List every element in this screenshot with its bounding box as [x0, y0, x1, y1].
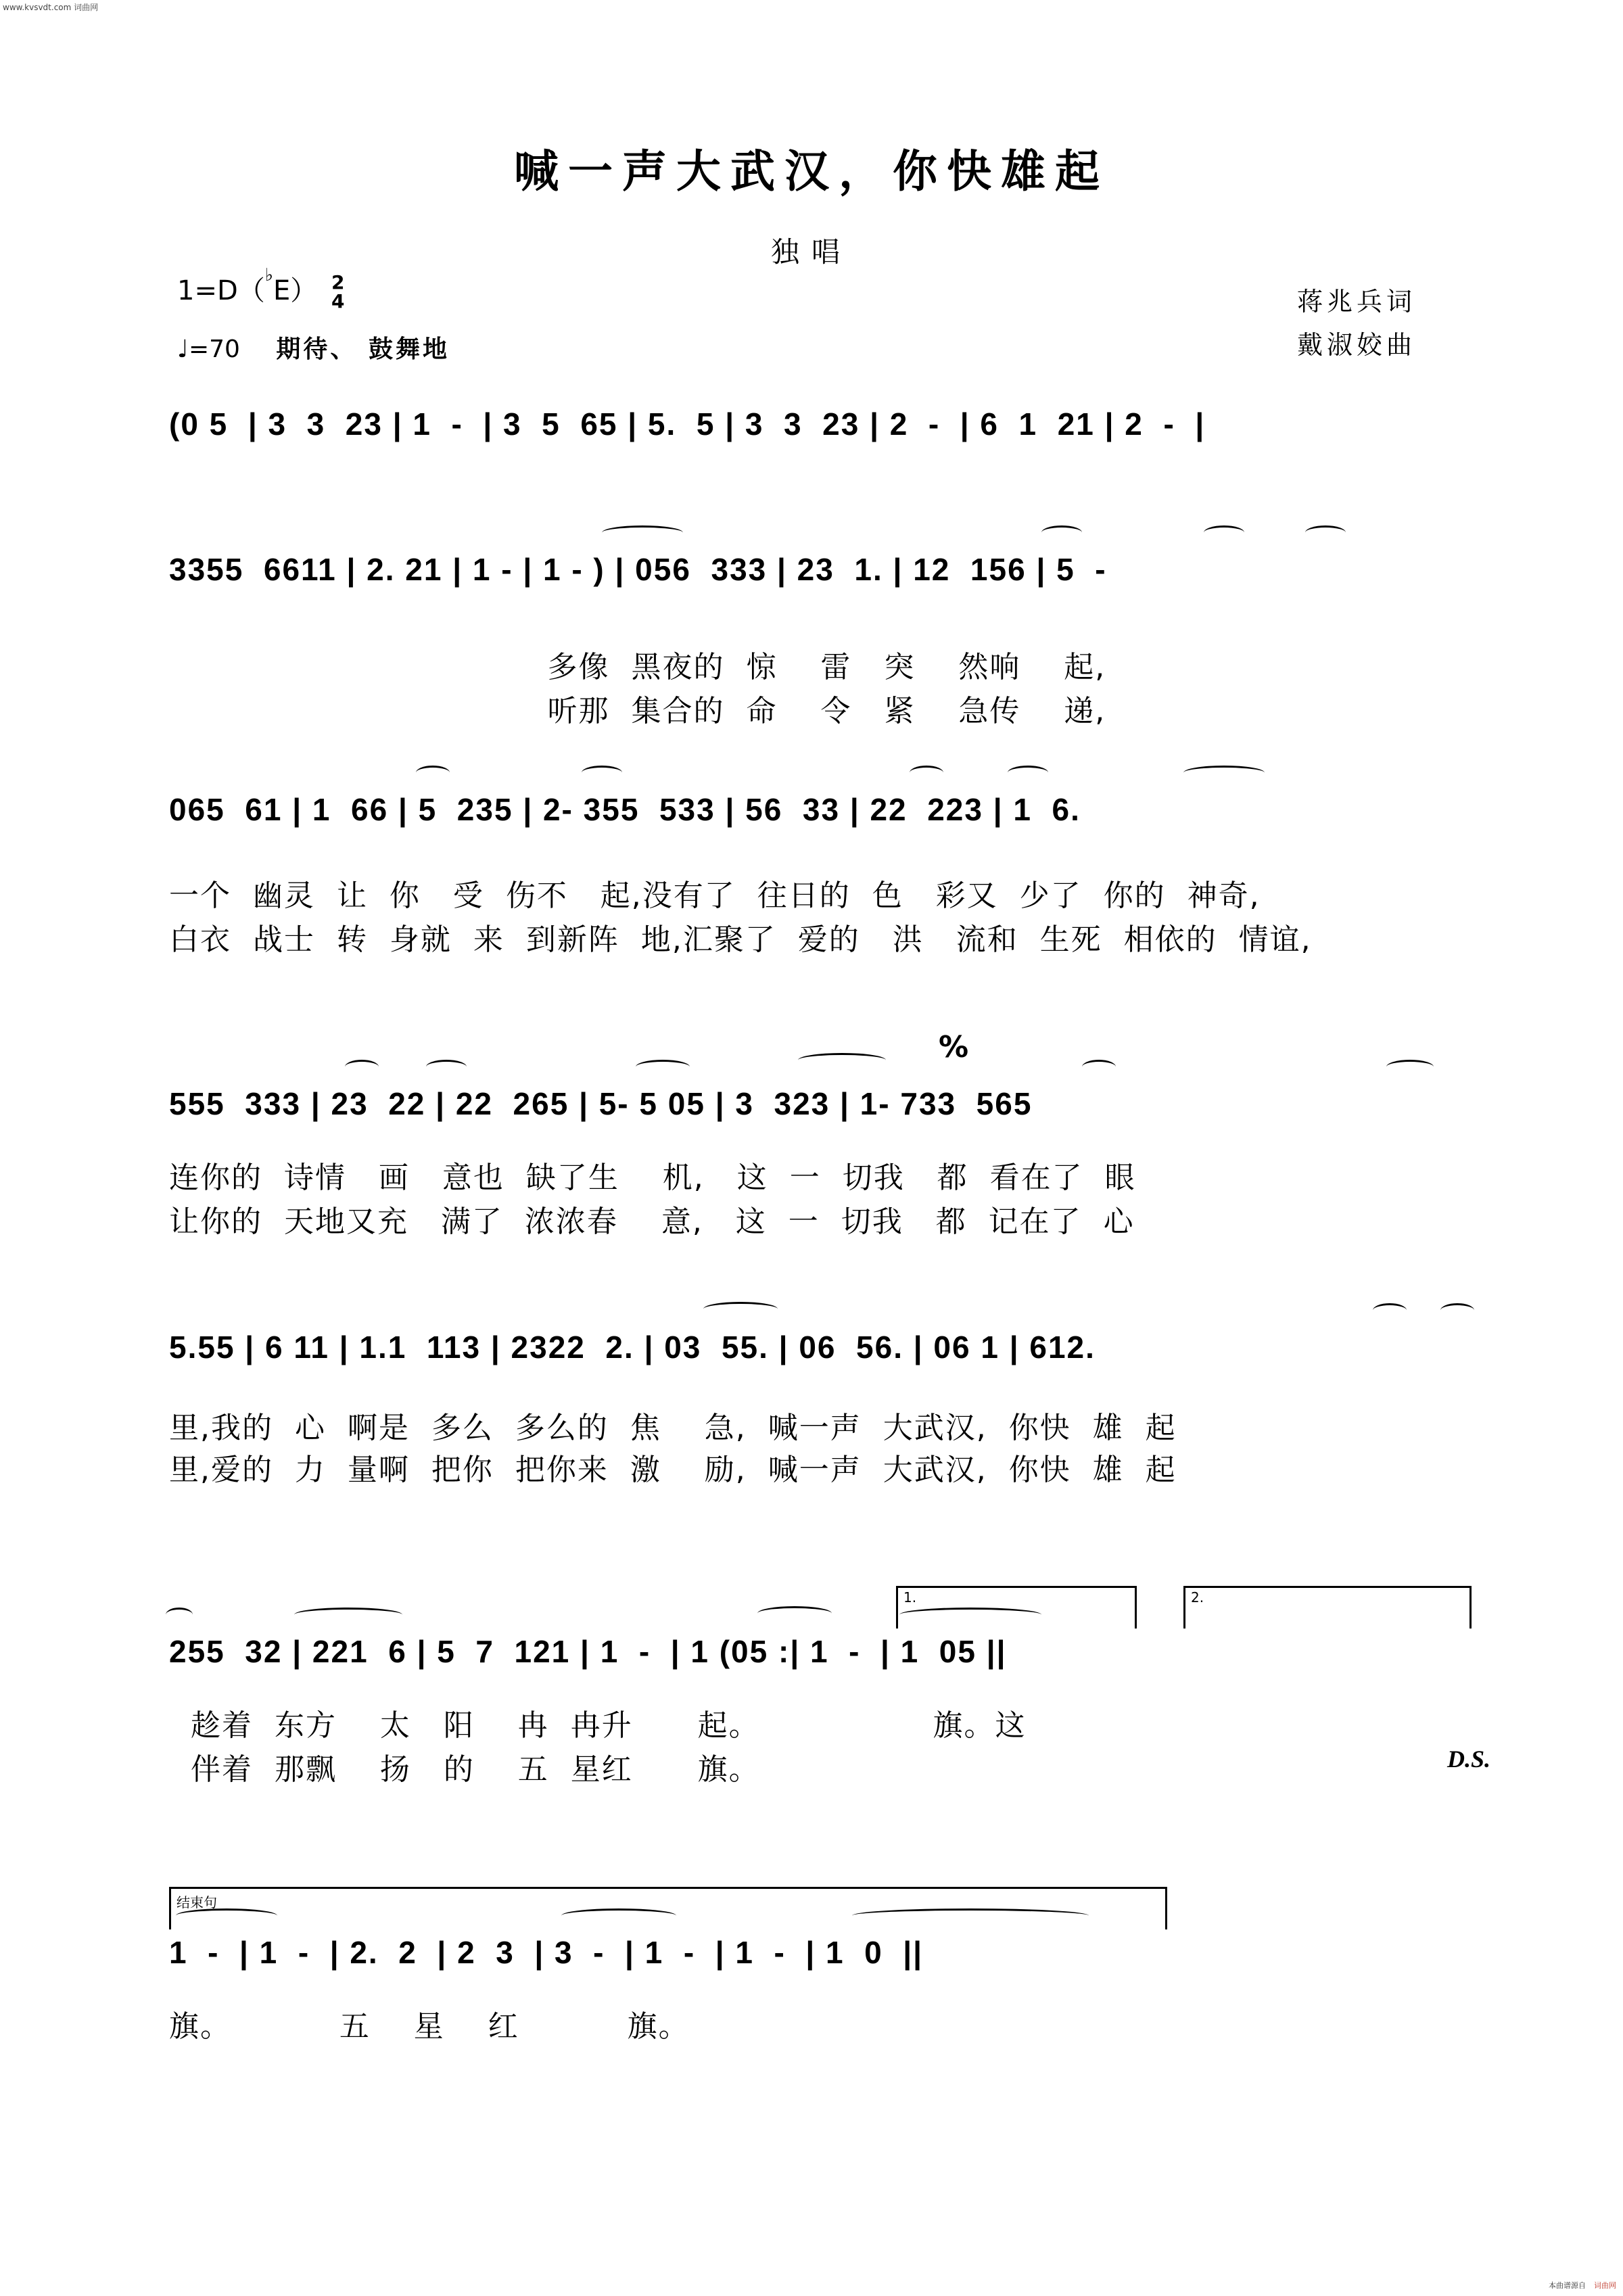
- lyric-verse-1: 里,我的 心 啊是 多么 多么的 焦 急, 喊一声 大武汉, 你快 雄 起: [169, 1411, 1177, 1445]
- tie: [561, 1908, 676, 1923]
- slur: [1305, 525, 1346, 540]
- lyric-verse-2: 白衣 战士 转 身就 来 到新阵 地,汇聚了 爱的 洪 流和 生死 相依的 情谊,: [169, 922, 1312, 957]
- notation-line: 5.55 | 6 11 | 1.1 113 | 2322 2. | 03 55. | 06 56. | 06 1 | 612.: [169, 1330, 1096, 1365]
- lyric-line: 旗。 五 星 红 旗。: [169, 2009, 690, 2044]
- first-ending: [896, 1586, 1137, 1629]
- song-title: 喊一声大武汉，你快雄起: [514, 145, 1109, 197]
- lyric-verse-2: 里,爱的 力 量啊 把你 把你来 激 励, 喊一声 大武汉, 你快 雄 起: [169, 1453, 1177, 1487]
- slur: [798, 1053, 886, 1067]
- triplet-bracket: [757, 1606, 832, 1620]
- footer-label: 本曲谱源自: [1549, 2281, 1586, 2290]
- triplet-bracket: [703, 1302, 778, 1316]
- time-signature: [331, 273, 344, 311]
- slur: [1373, 1303, 1407, 1317]
- performance-type: 独唱: [770, 235, 852, 268]
- footer-watermark: [1549, 2280, 1616, 2291]
- tempo-marking: [177, 330, 450, 365]
- mood-marking: 期待、 鼓舞地: [276, 335, 450, 363]
- key-signature: [177, 265, 345, 312]
- tempo-value: ♩=70: [177, 335, 240, 363]
- time-bottom: 4: [331, 290, 345, 312]
- slur: [602, 525, 683, 540]
- key-main: 1=D（: [177, 275, 265, 306]
- ending-phrase-box: [169, 1887, 1167, 1929]
- slur: [416, 766, 450, 780]
- lyricist: 蒋兆兵词: [1297, 287, 1417, 317]
- tie: [176, 1908, 277, 1923]
- lyric-verse-1: 连你的 诗情 画 意也 缺了生 机, 这 一 切我 都 看在了 眼: [169, 1161, 1136, 1195]
- lyric-verse-2: 让你的 天地又充 满了 浓浓春 意, 这 一 切我 都 记在了 心: [169, 1204, 1135, 1239]
- lyric-verse-1: 一个 幽灵 让 你 受 伤不 起,没有了 往日的 色 彩又 少了 你的 神奇,: [169, 878, 1261, 913]
- slur: [1386, 1060, 1434, 1074]
- notation-line: 3355 6611 | 2. 21 | 1 - | 1 - ) | 056 333 | 23 1. | 12 156 | 5 -: [169, 552, 1107, 587]
- slur: [910, 766, 943, 780]
- slur: [1082, 1060, 1116, 1074]
- segno-sign: %: [939, 1030, 969, 1064]
- notation-line: 065 61 | 1 66 | 5 235 | 2- 355 533 | 56 33 | 22 223 | 1 6.: [169, 792, 1081, 827]
- slur: [294, 1608, 402, 1622]
- lyric-verse-1: 多像 黑夜的 惊 雷 突 然响 起,: [169, 650, 1106, 684]
- slur: [1008, 766, 1048, 780]
- notation-line: 1 - | 1 - | 2. 2 | 2 3 | 3 - | 1 - | 1 - | 1 0 ||: [169, 1935, 924, 1970]
- notation-line: 555 333 | 23 22 | 22 265 | 5- 5 05 | 3 323 | 1- 733 565: [169, 1086, 1033, 1121]
- slur: [345, 1060, 379, 1074]
- volta-2-label: 2.: [1191, 1589, 1204, 1606]
- second-ending: [1183, 1586, 1472, 1629]
- flat-symbol: ♭: [264, 265, 274, 285]
- slur: [426, 1060, 467, 1074]
- time-top: 2: [331, 271, 345, 294]
- volta-1-label: 1.: [903, 1589, 917, 1606]
- slur: [636, 1060, 690, 1074]
- credits: [1297, 280, 1416, 367]
- slur: [1204, 525, 1244, 540]
- slur: [166, 1608, 193, 1622]
- slur: [1440, 1303, 1474, 1317]
- slur: [582, 766, 622, 780]
- lyric-verse-1: 趁着 东方 太 阳 冉 冉升 起。 旗。这: [169, 1708, 1027, 1743]
- ending-label: 结束句: [177, 1894, 217, 1911]
- tie: [852, 1908, 1089, 1923]
- lyric-verse-2: 听那 集合的 命 令 紧 急传 递,: [169, 694, 1106, 728]
- dal-segno-mark: D.S.: [1447, 1746, 1491, 1773]
- notation-line: 255 32 | 221 6 | 5 7 121 | 1 - | 1 (05 :| 1 - | 1 05 ||: [169, 1634, 1007, 1669]
- slur: [1183, 766, 1265, 780]
- composer: 戴淑姣曲: [1297, 330, 1417, 360]
- corner-watermark: www.kvsvdt.com 词曲网: [3, 3, 99, 12]
- lyric-verse-2: 伴着 那飘 扬 的 五 星红 旗。: [169, 1752, 760, 1787]
- notation-line: (0 5 | 3 3 23 | 1 - | 3 5 65 | 5. 5 | 3 3 23 | 2 - | 6 1 21 | 2 - |: [169, 406, 1206, 442]
- footer-site: 词曲网: [1594, 2281, 1616, 2290]
- key-alt: E）: [273, 275, 318, 306]
- tie: [899, 1608, 1041, 1622]
- slur: [1041, 525, 1082, 540]
